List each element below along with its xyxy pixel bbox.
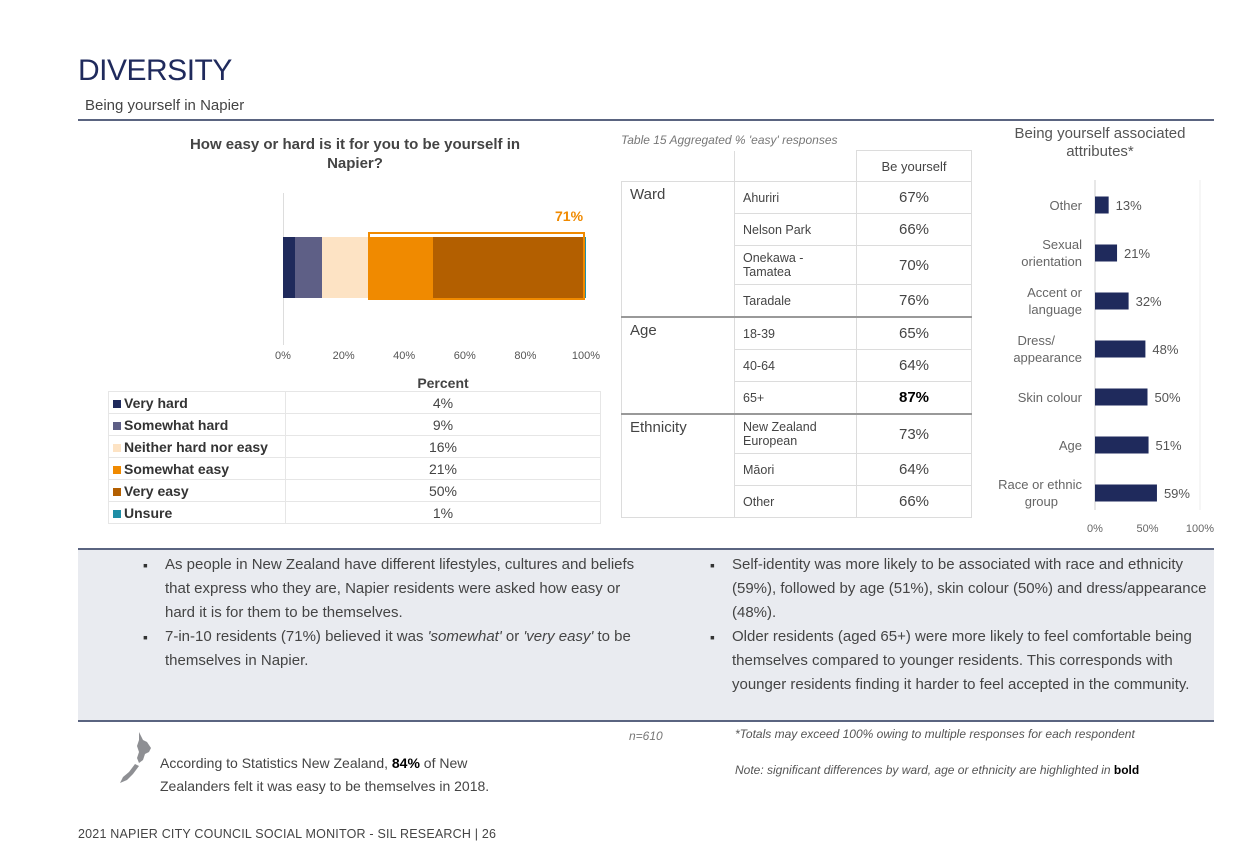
bar-value-label: 59% bbox=[1163, 486, 1190, 501]
legend-swatch bbox=[113, 488, 121, 496]
table-caption: Table 15 Aggregated % 'easy' responses bbox=[621, 133, 838, 147]
legend-row bbox=[109, 502, 601, 524]
attribute-bar bbox=[1095, 437, 1149, 454]
table-row-label: 18-39 bbox=[735, 317, 857, 350]
x-tick-label: 0% bbox=[275, 350, 291, 362]
table-row-label: Onekawa - Tamatea bbox=[735, 246, 857, 285]
bar-value-label: 32% bbox=[1135, 294, 1162, 309]
table-group-label: Ethnicity bbox=[622, 414, 735, 518]
legend-row bbox=[109, 392, 601, 414]
legend-row bbox=[109, 414, 601, 436]
attribute-bar bbox=[1095, 293, 1129, 310]
bar-segment-very-hard bbox=[283, 237, 295, 298]
bar-value-label: 13% bbox=[1115, 198, 1142, 213]
legend-row bbox=[109, 458, 601, 480]
table-row bbox=[622, 317, 972, 350]
table-group-label: Ward bbox=[622, 182, 735, 318]
table-group-label: Age bbox=[622, 317, 735, 414]
table-value: 76% bbox=[857, 285, 972, 318]
significance-note: Note: significant differences by ward, age or ethnicity are highlighted in bold bbox=[735, 763, 1140, 777]
x-tick-label: 80% bbox=[514, 350, 537, 362]
legend-swatch bbox=[113, 422, 121, 430]
legend-label: Very hard bbox=[109, 392, 286, 414]
summary-bullet: ▪ Older residents (aged 65+) were more likely to feel comfortable being themselves compared to younger residents. This corresponds with younger residents finding it harder to feel accepted in the community. bbox=[710, 625, 1210, 697]
bar-segment-somewhat-hard bbox=[295, 237, 322, 298]
totals-note: *Totals may exceed 100% owing to multiple responses for each respondent bbox=[735, 727, 1135, 741]
x-tick-label: 100% bbox=[1185, 523, 1215, 535]
legend-swatch bbox=[113, 466, 121, 474]
legend-header: Percent bbox=[417, 375, 469, 391]
table-row-label: 40-64 bbox=[735, 350, 857, 382]
category-label: Sexual orientation bbox=[1021, 237, 1082, 269]
summary-right bbox=[690, 553, 1210, 697]
x-tick-label: 60% bbox=[453, 350, 476, 362]
summary-bullet: ▪ As people in New Zealand have different lifestyles, cultures and beliefs that express who they are, Napier residents were asked how easy or hard it is for them to be themselves. bbox=[143, 553, 653, 625]
legend-value: 16% bbox=[286, 436, 601, 458]
attributes-bar-chart bbox=[970, 180, 1215, 540]
bar-value-label: 21% bbox=[1124, 246, 1151, 261]
x-tick-label: 40% bbox=[393, 350, 416, 362]
table-column-header: Be yourself bbox=[857, 151, 972, 182]
page-title: DIVERSITY bbox=[78, 54, 232, 87]
summary-left bbox=[123, 553, 653, 673]
category-label: Other bbox=[1049, 198, 1082, 213]
x-tick-label: 20% bbox=[332, 350, 355, 362]
table-value: 64% bbox=[857, 350, 972, 382]
legend-label: Neither hard nor easy bbox=[109, 436, 286, 458]
easy-responses-table bbox=[621, 150, 972, 518]
legend-value: 1% bbox=[286, 502, 601, 524]
x-tick-label: 0% bbox=[1087, 523, 1103, 535]
table-value: 87% bbox=[857, 382, 972, 415]
category-label: Skin colour bbox=[1017, 390, 1082, 405]
chart-title: How easy or hard is it for you to be yourself in Napier? bbox=[189, 136, 521, 172]
legend-value: 4% bbox=[286, 392, 601, 414]
attribute-bar bbox=[1095, 485, 1157, 502]
table-row bbox=[622, 182, 972, 214]
legend-table bbox=[108, 375, 601, 524]
legend-row bbox=[109, 480, 601, 502]
bar-value-label: 48% bbox=[1152, 342, 1179, 357]
legend-swatch bbox=[113, 400, 121, 408]
sample-size: n=610 bbox=[629, 729, 663, 743]
category-label: Accent or language bbox=[1027, 285, 1082, 317]
bar-value-label: 51% bbox=[1155, 438, 1182, 453]
easy-highlight-box bbox=[368, 232, 585, 300]
table-row-label: 65+ bbox=[735, 382, 857, 415]
summary-bullet: ▪ 7-in-10 residents (71%) believed it was 'somewhat' or 'very easy' to be themselves in Napier. bbox=[143, 625, 653, 673]
table-row-label: Ahuriri bbox=[735, 182, 857, 214]
table-value: 66% bbox=[857, 486, 972, 518]
table-value: 66% bbox=[857, 214, 972, 246]
legend-value: 9% bbox=[286, 414, 601, 436]
easy-highlight-label: 71% bbox=[555, 208, 584, 224]
table-row bbox=[622, 414, 972, 454]
page-footer: 2021 NAPIER CITY COUNCIL SOCIAL MONITOR - SIL RESEARCH | 26 bbox=[78, 827, 497, 841]
table-row-label: Māori bbox=[735, 454, 857, 486]
page-subtitle: Being yourself in Napier bbox=[85, 97, 245, 114]
summary-bullet: ▪ Self-identity was more likely to be associated with race and ethnicity (59%), followed by age (51%), skin colour (50%) and dress/appearance (48%). bbox=[710, 553, 1210, 625]
legend-value: 50% bbox=[286, 480, 601, 502]
category-label: Dress/ appearance bbox=[1013, 333, 1082, 365]
legend-label: Unsure bbox=[109, 502, 286, 524]
table-value: 67% bbox=[857, 182, 972, 214]
attribute-bar bbox=[1095, 341, 1145, 358]
table-row-label: Nelson Park bbox=[735, 214, 857, 246]
table-value: 65% bbox=[857, 317, 972, 350]
category-label: Race or ethnic group bbox=[998, 477, 1082, 509]
table-row-label: Taradale bbox=[735, 285, 857, 318]
legend-label: Somewhat easy bbox=[109, 458, 286, 480]
legend-label: Very easy bbox=[109, 480, 286, 502]
stat-callout: According to Statistics New Zealand, 84% of New Zealanders felt it was easy to be themselves in 2018. bbox=[160, 755, 490, 794]
table-value: 70% bbox=[857, 246, 972, 285]
attribute-bar bbox=[1095, 197, 1109, 214]
category-label: Age bbox=[1058, 438, 1082, 453]
legend-row bbox=[109, 436, 601, 458]
table-row-label: New Zealand European bbox=[735, 414, 857, 454]
legend-value: 21% bbox=[286, 458, 601, 480]
legend-swatch bbox=[113, 444, 121, 452]
legend-label: Somewhat hard bbox=[109, 414, 286, 436]
bar-segment-neither bbox=[322, 237, 370, 298]
legend-swatch bbox=[113, 510, 121, 518]
summary-box bbox=[78, 548, 1214, 722]
x-tick-label: 50% bbox=[1136, 523, 1159, 535]
table-row-label: Other bbox=[735, 486, 857, 518]
table-value: 64% bbox=[857, 454, 972, 486]
x-tick-label: 100% bbox=[571, 350, 601, 362]
table-value: 73% bbox=[857, 414, 972, 454]
attribute-bar bbox=[1095, 389, 1148, 406]
new-zealand-map-icon bbox=[117, 730, 162, 785]
attribute-bar bbox=[1095, 245, 1117, 262]
title-divider bbox=[78, 119, 1214, 121]
bar-value-label: 50% bbox=[1154, 390, 1181, 405]
attributes-chart-title: Being yourself associated attributes* bbox=[1014, 125, 1186, 160]
